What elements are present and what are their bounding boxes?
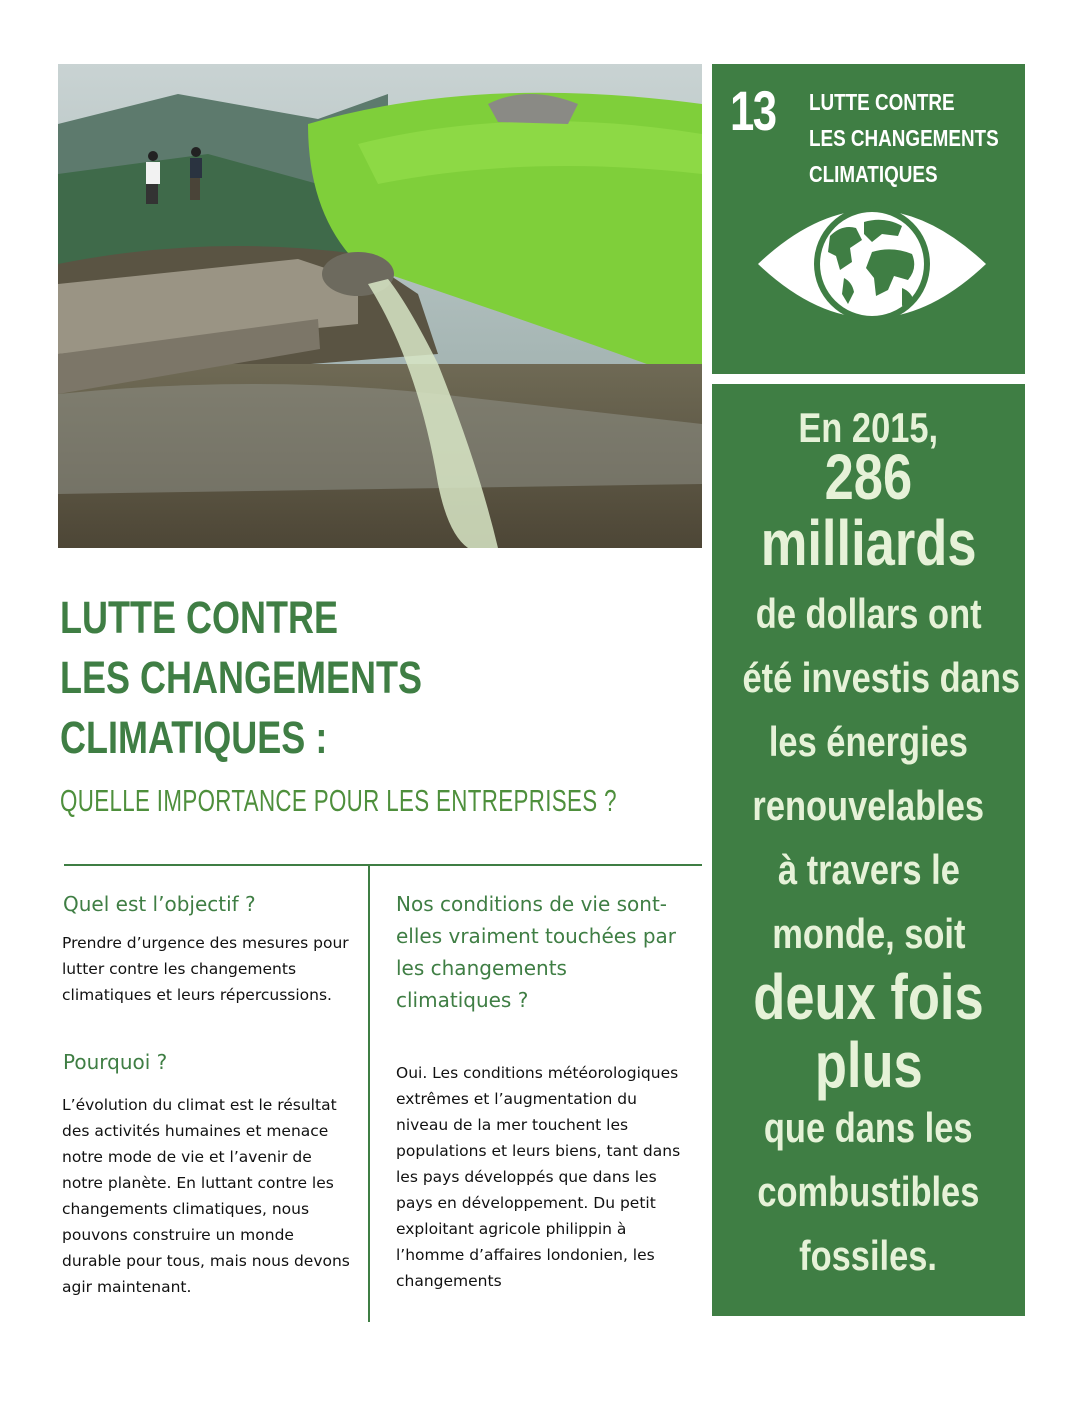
stat-line: renouvelables — [752, 782, 985, 829]
answer-paragraph: Oui. Les conditions météorologiques extrêmes et l’augmentation du niveau de la mer touchent les populations et leurs biens, tant dans les pays développés que dans les pays en développement. Du petit exploitant agricole philippin à l’homme d’affaires londonien, les changements — [396, 1064, 681, 1290]
stat-panel — [712, 384, 1025, 1316]
stat-line: En 2015, — [798, 404, 939, 451]
stat-line: plus — [814, 1029, 923, 1101]
answer-paragraph: L’évolution du climat est le résultat des activités humaines et menace notre mode de vie et l’avenir de notre planète. En luttant contre les changements climatiques, nous pouvons construire un monde durable pour tous, mais nous devons agir maintenant. — [62, 1096, 350, 1296]
stat-line: deux fois — [753, 961, 984, 1033]
badge-title-line: LUTTE CONTRE — [809, 89, 955, 115]
eye-globe-icon — [752, 196, 992, 332]
sdg-13-badge — [712, 64, 1025, 374]
rice-field-photo — [58, 64, 702, 548]
goal-number: 13 — [730, 79, 776, 142]
stat-line: été investis dans — [742, 654, 1021, 701]
stat-line: monde, soit — [771, 910, 966, 957]
stat-line: que dans les — [764, 1104, 973, 1151]
question-heading: Nos conditions de vie sont-elles vraiment touchées par les changements climatiques ? — [396, 892, 677, 1012]
badge-title-line: CLIMATIQUES — [809, 161, 938, 187]
stat-line: de dollars ont — [755, 590, 982, 637]
stat-line: 286 — [824, 441, 913, 513]
page-title — [60, 588, 422, 768]
stat-line: milliards — [760, 507, 977, 579]
stat-line: combustibles — [757, 1168, 980, 1215]
stat-line: les énergies — [768, 718, 969, 765]
title-line: CLIMATIQUES : — [60, 712, 328, 763]
stat-line: fossiles. — [799, 1232, 938, 1279]
answer-paragraph: Prendre d’urgence des mesures pour lutter contre les changements climatiques et leurs répercussions. — [62, 934, 349, 1004]
page-subtitle: QUELLE IMPORTANCE POUR LES ENTREPRISES ? — [60, 783, 617, 818]
badge-title-line: LES CHANGEMENTS — [809, 125, 999, 151]
stat-line: à travers le — [777, 846, 960, 893]
column-divider — [368, 866, 370, 1322]
question-heading: Pourquoi ? — [63, 1050, 168, 1074]
badge-title — [809, 84, 999, 192]
title-line: LUTTE CONTRE — [60, 592, 338, 643]
title-line: LES CHANGEMENTS — [60, 652, 423, 703]
horizontal-divider — [64, 864, 702, 866]
question-heading: Quel est l’objectif ? — [63, 892, 256, 916]
